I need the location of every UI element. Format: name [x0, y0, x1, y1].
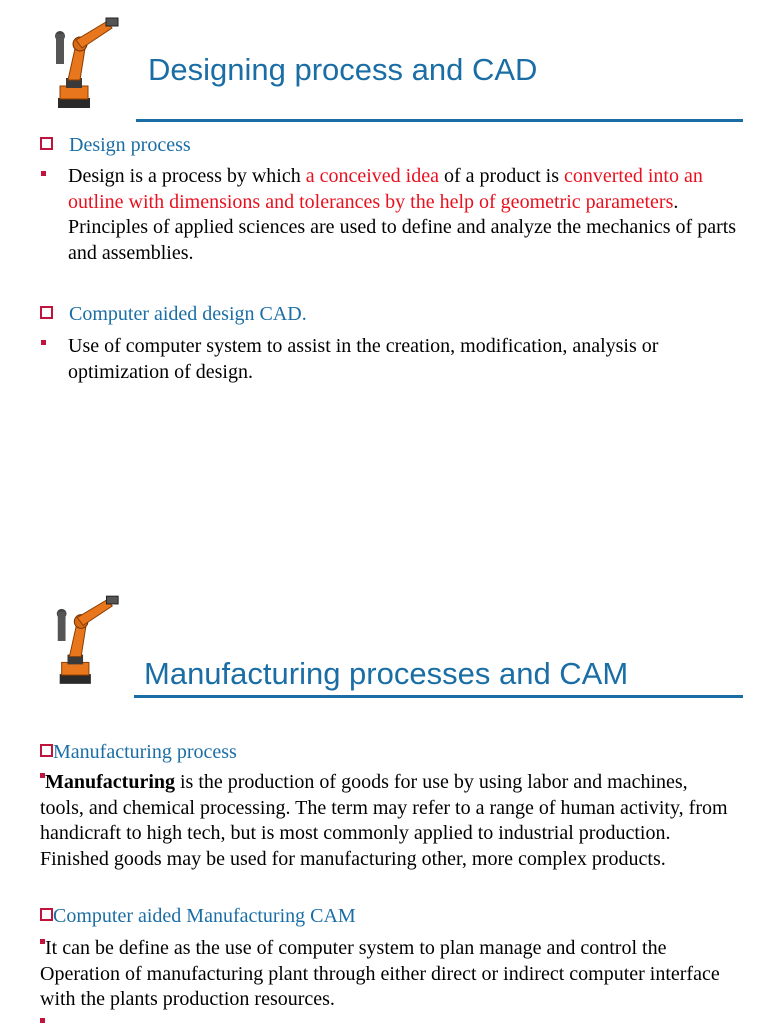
industrial-robot-arm-icon	[48, 592, 124, 688]
slide-manufacturing-cam	[0, 580, 768, 1024]
cam-paragraph: It can be define as the use of computer system to plan manage and control the Operation of manufacturing plant through either direct or indirect computer interface with the plants production resources.	[40, 937, 720, 1010]
design-process-paragraph: Design is a process by which a conceived idea of a product is converted into an outline with dimensions and tolerances by the help of geometric parameters. Principles of applied sciences are used to define and analyze the mechanics of parts and assemblies.	[68, 165, 737, 264]
section-heading-manufacturing-process: Manufacturing process	[40, 740, 237, 765]
manufacturing-paragraph: Manufacturing is the production of goods for use by using labor and machines, tools, and chemical processing. The term may refer to a range of human activity, from handicraft to high tech, but is most commonly applied to industrial production. Finished goods may be used for manufacturing other, more complex products.	[40, 771, 728, 870]
cad-paragraph: Use of computer system to assist in the creation, modification, analysis or optimization of design.	[68, 335, 659, 383]
slide-title: Designing process and CAD	[148, 52, 538, 87]
hollow-square-bullet-icon	[40, 908, 53, 921]
square-bullet-icon	[41, 340, 46, 345]
section-heading-design-process: Design process	[40, 133, 191, 158]
square-bullet-icon	[40, 1018, 45, 1023]
section-heading-cad: Computer aided design CAD.	[40, 302, 307, 327]
hollow-square-bullet-icon	[40, 137, 53, 150]
industrial-robot-arm-icon	[46, 14, 124, 112]
square-bullet-icon	[41, 171, 46, 176]
title-underline	[136, 119, 743, 122]
hollow-square-bullet-icon	[40, 744, 53, 757]
title-underline	[134, 695, 743, 698]
section-heading-cam: Computer aided Manufacturing CAM	[40, 904, 356, 929]
slide-title: Manufacturing processes and CAM	[144, 656, 629, 691]
hollow-square-bullet-icon	[40, 306, 53, 319]
